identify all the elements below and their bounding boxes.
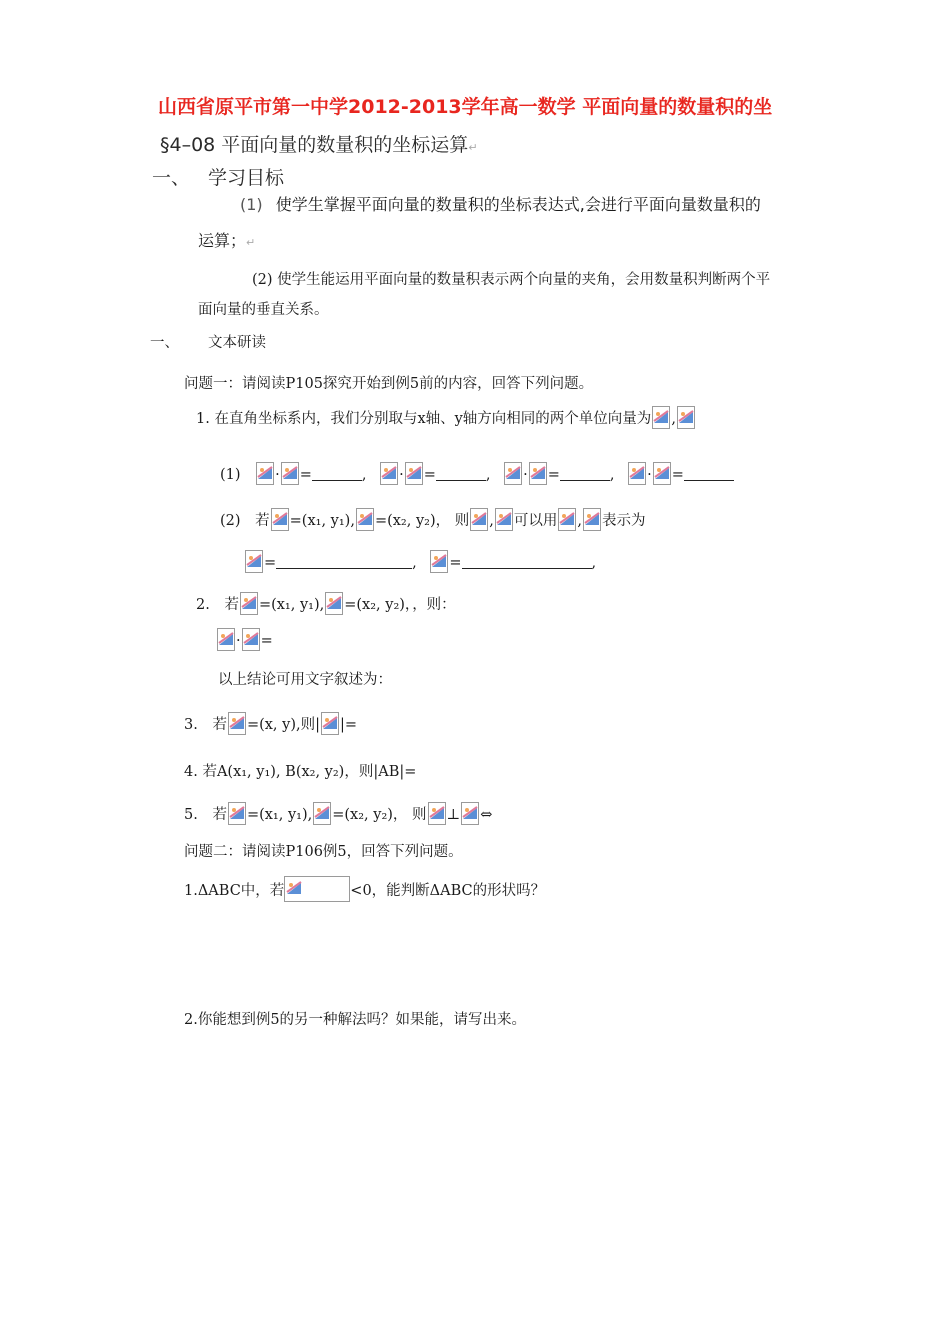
formula-image-icon bbox=[286, 878, 302, 899]
vector-b-image-icon bbox=[313, 802, 331, 825]
paragraph-mark-icon: ↵ bbox=[468, 141, 478, 154]
formula-image-icon bbox=[653, 462, 671, 485]
formula-image-icon bbox=[583, 508, 601, 531]
paragraph-mark-icon: ↵ bbox=[246, 236, 256, 249]
formula-image-icon bbox=[281, 462, 299, 485]
part2-heading: 文本研读 bbox=[208, 335, 266, 351]
part2-number: 一、 bbox=[150, 335, 179, 351]
formula-image-icon bbox=[495, 508, 513, 531]
part1-number: 一、 bbox=[152, 167, 191, 189]
q1-conclusion: 以上结论可用文字叙述为： bbox=[218, 672, 392, 688]
goal-1-text-b: 运算； bbox=[198, 231, 247, 250]
vector-b-image-icon bbox=[461, 802, 479, 825]
formula-image-icon bbox=[256, 462, 274, 485]
vector-a-image-icon bbox=[240, 592, 258, 615]
goal-1 bbox=[240, 192, 761, 215]
q2-item-1 bbox=[184, 876, 545, 902]
biaoshi-text: 表示为 bbox=[601, 513, 646, 529]
part1-heading: 学习目标 bbox=[208, 167, 285, 189]
q1-item-2-formula: · = bbox=[216, 628, 273, 651]
ruo-text: 若 bbox=[255, 513, 270, 529]
q2-item-1-text-a: 1.ΔABC中，若 bbox=[184, 883, 285, 899]
formula-box bbox=[284, 876, 350, 902]
q1-sub-1: (1) · = , · = , · = , · = bbox=[220, 462, 734, 485]
question-1-intro: 问题一：请阅读P105探究开始到例5前的内容，回答下列问题。 bbox=[184, 376, 594, 392]
vector-b-image-icon bbox=[325, 592, 343, 615]
vector-a-image-icon bbox=[321, 712, 339, 735]
ruo-text: 若 bbox=[212, 807, 227, 823]
ze-text: ，则： bbox=[412, 597, 456, 613]
keyi-text: 可以用 bbox=[513, 513, 558, 529]
formula-image-icon bbox=[529, 462, 547, 485]
vector-j-image-icon bbox=[677, 406, 695, 429]
ruo-text: 若 bbox=[224, 597, 239, 613]
formula-image-icon bbox=[242, 628, 260, 651]
formula-image-icon bbox=[245, 550, 263, 573]
vector-a-coords: =(x₁, y₁), bbox=[246, 807, 313, 823]
q1-sub-2-label: (2) bbox=[220, 513, 241, 529]
q1-item-1 bbox=[196, 406, 696, 429]
q1-sub-1-label: (1) bbox=[220, 467, 241, 483]
q2-item-2: 2.你能想到例5的另一种解法吗？如果能，请写出来。 bbox=[184, 1012, 527, 1028]
q1-item-3-number: 3. bbox=[184, 717, 198, 733]
ze-text: 则 bbox=[412, 807, 427, 823]
q1-item-2-number: 2. bbox=[196, 597, 210, 613]
vector-a-image-icon bbox=[228, 802, 246, 825]
comma: , bbox=[671, 411, 676, 427]
goal-1-continued bbox=[198, 228, 255, 251]
vector-a-image-icon bbox=[271, 508, 289, 531]
formula-image-icon bbox=[430, 550, 448, 573]
q1-item-3 bbox=[184, 712, 357, 735]
vector-b-image-icon bbox=[356, 508, 374, 531]
answer-blank[interactable] bbox=[436, 466, 486, 481]
vector-i-image-icon bbox=[652, 406, 670, 429]
formula-image-icon bbox=[380, 462, 398, 485]
question-2-intro: 问题二：请阅读P106例5，回答下列问题。 bbox=[184, 844, 463, 860]
q1-item-4: 4. 若A(x₁, y₁), B(x₂, y₂)，则|AB|= bbox=[184, 764, 417, 780]
goal-1-text: 使学生掌握平面向量的数量积的坐标表达式,会进行平面向量数量积的 bbox=[275, 195, 761, 214]
answer-blank[interactable] bbox=[684, 466, 734, 481]
q1-item-5-number: 5. bbox=[184, 807, 198, 823]
q1-item-3-end: |= bbox=[340, 717, 358, 733]
q1-sub-2-answers: = , = , bbox=[244, 550, 596, 573]
formula-image-icon bbox=[470, 508, 488, 531]
vector-b-coords: =(x₂, y₂)， bbox=[374, 513, 451, 529]
q1-item-2 bbox=[196, 592, 456, 615]
section-heading bbox=[160, 130, 478, 157]
formula-image-icon bbox=[217, 628, 235, 651]
q1-sub-2: (2) 若 =(x₁, y₁), =(x₂, y₂)， 则 , 可以用 , 表示为 bbox=[220, 508, 645, 531]
vector-a-coords: =(x₁, y₁), bbox=[258, 597, 325, 613]
ruo-text: 若 bbox=[212, 717, 227, 733]
section-heading-text: §4–08 平面向量的数量积的坐标运算 bbox=[160, 134, 469, 156]
q1-item-3-eq: =(x, y),则| bbox=[246, 717, 320, 733]
vector-a-coords: =(x₁, y₁), bbox=[289, 513, 355, 529]
answer-blank[interactable] bbox=[462, 554, 592, 569]
ze-text: 则 bbox=[454, 513, 470, 529]
formula-image-icon bbox=[628, 462, 646, 485]
goal-1-number: (1) bbox=[240, 195, 263, 214]
vector-a-image-icon bbox=[228, 712, 246, 735]
vector-b-coords: =(x₂, y₂)， bbox=[332, 807, 408, 823]
goal-2-continued: 面向量的垂直关系。 bbox=[198, 302, 329, 318]
answer-blank[interactable] bbox=[560, 466, 610, 481]
document-title: 山西省原平市第一中学2012-2013学年高一数学 平面向量的数量积的坐 bbox=[158, 96, 773, 118]
formula-image-icon bbox=[405, 462, 423, 485]
vector-a-image-icon bbox=[428, 802, 446, 825]
answer-blank[interactable] bbox=[276, 554, 412, 569]
q1-item-1-text: 1. 在直角坐标系内，我们分别取与x轴、y轴方向相同的两个单位向量为 bbox=[196, 411, 652, 427]
q2-item-1-text-b: <0，能判断ΔABC的形状吗？ bbox=[350, 883, 546, 899]
answer-blank[interactable] bbox=[312, 466, 362, 481]
formula-image-icon bbox=[504, 462, 522, 485]
formula-image-icon bbox=[558, 508, 576, 531]
vector-b-coords: =(x₂, y₂)， bbox=[344, 597, 413, 613]
goal-2: (2) 使学生能运用平面向量的数量积表示两个向量的夹角，会用数量积判断两个平 bbox=[252, 272, 771, 288]
q1-item-5: 5. 若 =(x₁, y₁), =(x₂, y₂)， 则 ⊥ ⇔ bbox=[184, 802, 492, 825]
